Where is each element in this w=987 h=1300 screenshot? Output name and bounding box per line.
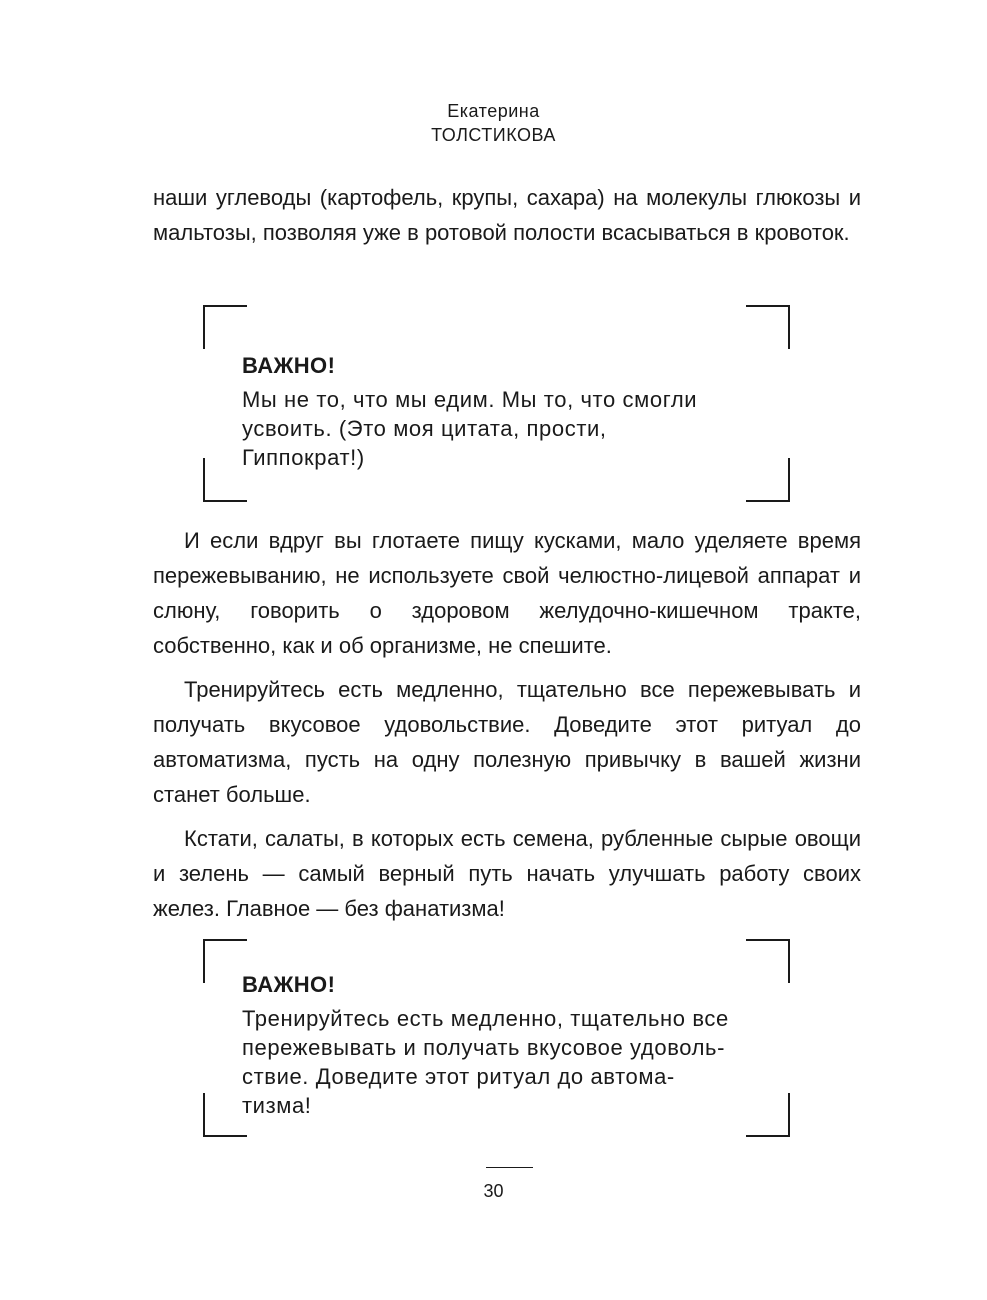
paragraph: Кстати, салаты, в которых есть семена, рубленные сырые овощи и зелень — самый верный путь начать улучшать работу своих желез. Главное — без фанатизма! xyxy=(153,826,861,921)
paragraph: Тренируйтесь есть медленно, тщательно все пережевывать и получать вкусовое удовольствие. Доведите этот ритуал до автоматизма, пусть на одну полезную привычку в вашей жизни станет больше. xyxy=(153,677,861,807)
author-first-name: Екатерина xyxy=(447,101,540,121)
callout-content xyxy=(242,351,777,472)
important-callout-2 xyxy=(203,939,790,1137)
callout-title: ВАЖНО! xyxy=(242,353,336,378)
callout-line: усвоить. (Это моя цитата, прости, xyxy=(242,416,607,441)
body-text-top xyxy=(153,180,861,250)
corner-bracket-top-right xyxy=(746,305,790,349)
page-number-rule xyxy=(486,1167,533,1168)
important-callout-1 xyxy=(203,305,790,502)
corner-bracket-bottom-left xyxy=(203,458,247,502)
corner-bracket-bottom-left xyxy=(203,1093,247,1137)
body-text-middle xyxy=(153,523,861,926)
callout-line: Мы не то, что мы едим. Мы то, что смогли xyxy=(242,387,698,412)
callout-line: Гиппократ!) xyxy=(242,445,365,470)
corner-bracket-top-left xyxy=(203,305,247,349)
callout-line: пережевывать и получать вкусовое удоволь- xyxy=(242,1035,726,1060)
corner-bracket-top-left xyxy=(203,939,247,983)
running-header xyxy=(0,99,987,147)
callout-content xyxy=(242,970,777,1120)
callout-line: тизма! xyxy=(242,1093,312,1118)
paragraph: наши углеводы (картофель, крупы, сахара) на молекулы глюкозы и мальтозы, позволяя уже в ротовой полости всасываться в кровоток. xyxy=(153,185,861,245)
paragraph: И если вдруг вы глотаете пищу кусками, мало уделяете время пережевыванию, не используете свой челюстно-лицевой аппарат и слюну, говорить о здоровом желудочно-кишечном тракте, собственно, как и об организме, не спешите. xyxy=(153,528,861,658)
callout-line: ствие. Доведите этот ритуал до автома- xyxy=(242,1064,675,1089)
callout-title: ВАЖНО! xyxy=(242,972,336,997)
page-number: 30 xyxy=(483,1181,504,1201)
author-last-name: ТОЛСТИКОВА xyxy=(431,125,556,145)
callout-line: Тренируйтесь есть медленно, тщательно все xyxy=(242,1006,729,1031)
